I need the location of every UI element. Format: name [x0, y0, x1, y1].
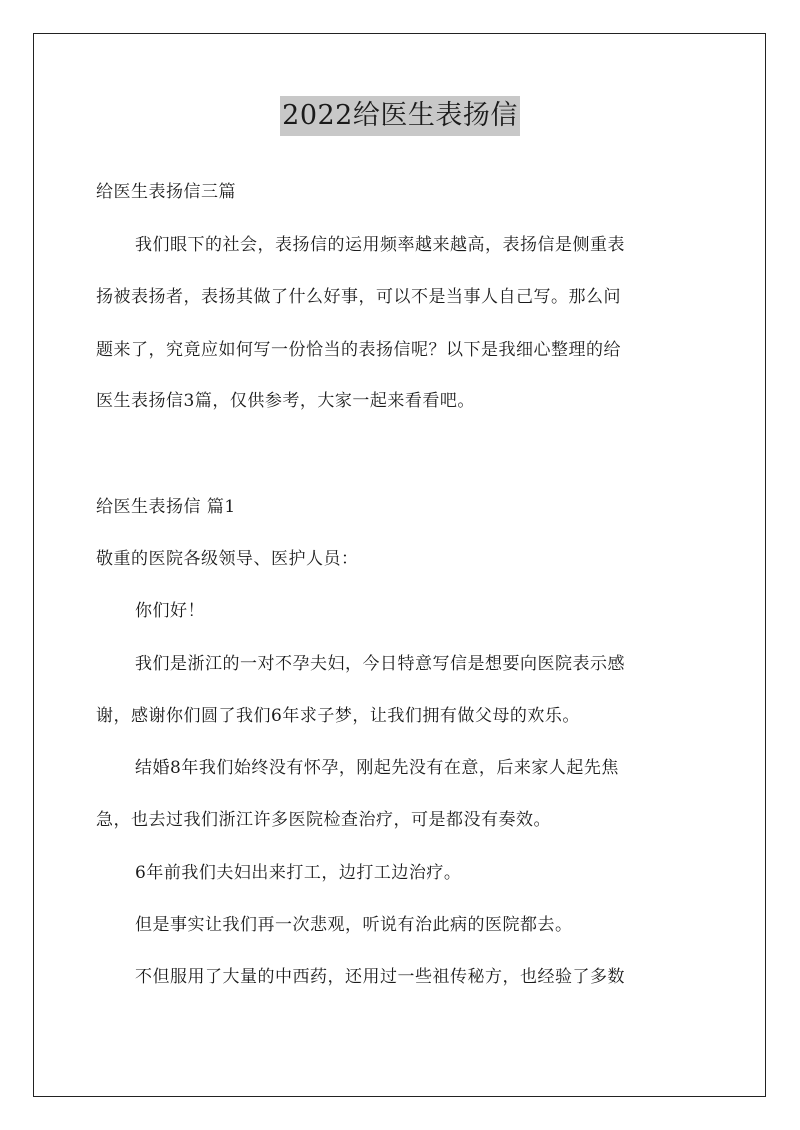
intro-line-1: 我们眼下的社会，表扬信的运用频率越来越高，表扬信是侧重表 — [135, 235, 625, 255]
subtitle: 给医生表扬信三篇 — [96, 182, 236, 202]
title-container — [0, 96, 800, 136]
section-heading: 给医生表扬信 篇1 — [96, 497, 236, 517]
intro-line-4: 医生表扬信3篇，仅供参考，大家一起来看看吧。 — [96, 391, 475, 411]
body-line-1: 我们是浙江的一对不孕夫妇，今日特意写信是想要向医院表示感 — [135, 654, 625, 674]
body-line-5: 6年前我们夫妇出来打工，边打工边治疗。 — [135, 863, 462, 883]
body-line-6: 但是事实让我们再一次悲观，听说有治此病的医院都去。 — [135, 915, 573, 935]
body-line-4: 急，也去过我们浙江许多医院检查治疗，可是都没有奏效。 — [96, 810, 551, 830]
body-line-3: 结婚8年我们始终没有怀孕，刚起先没有在意，后来家人起先焦 — [135, 758, 619, 778]
salutation: 敬重的医院各级领导、医护人员： — [96, 549, 359, 569]
intro-line-2: 扬被表扬者，表扬其做了什么好事，可以不是当事人自己写。那么问 — [96, 287, 621, 307]
body-line-2: 谢，感谢你们圆了我们6年求子梦，让我们拥有做父母的欢乐。 — [96, 706, 580, 726]
document-title: 2022给医生表扬信 — [280, 96, 520, 136]
greeting: 你们好！ — [135, 601, 205, 621]
body-line-7: 不但服用了大量的中西药，还用过一些祖传秘方，也经验了多数 — [135, 967, 625, 987]
intro-line-3: 题来了，究竟应如何写一份恰当的表扬信呢？以下是我细心整理的给 — [96, 340, 621, 360]
